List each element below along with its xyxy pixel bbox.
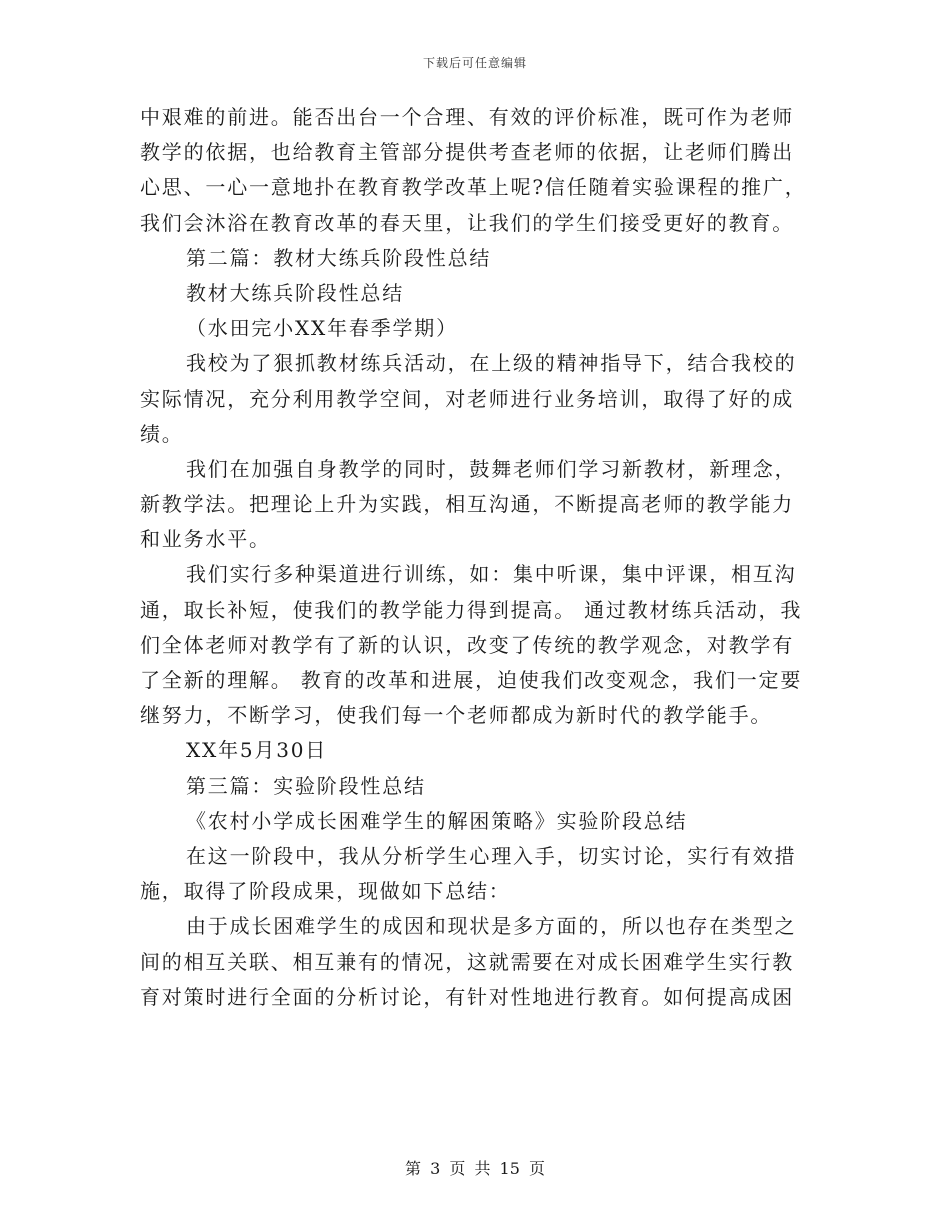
text-line: 施，取得了阶段成果，现做如下总结： — [140, 879, 511, 904]
text-line: 育对策时进行全面的分析讨论，有针对性地进行教育。如何提高成困 — [140, 984, 794, 1009]
text-line: 了全新的理解。 教育的改革和进展，迫使我们改变观念，我们一定要 — [140, 668, 803, 692]
text-line: 《农村小学成长困难学生的解困策略》实验阶段总结 — [186, 808, 688, 833]
text-line: 通，取长补短，使我们的教学能力得到提高。 通过教材练兵活动，我 — [140, 597, 803, 622]
text-line: 和业务水平。 — [140, 527, 271, 552]
page-header: 下载后可任意编辑 — [422, 56, 527, 70]
text-line: 们全体老师对教学有了新的认识，改变了传统的教学观念，对教学有 — [140, 632, 794, 657]
text-line: 我们会沐浴在教育改革的春天里，让我们的学生们接受更好的教育。 — [140, 210, 794, 235]
text-line: 在这一阶段中，我从分析学生心理入手，切实讨论，实行有效措 — [186, 843, 797, 868]
page-number-footer: 第 3 页 共 15 页 — [405, 1159, 545, 1178]
text-line: 中艰难的前进。能否出台一个合理、有效的评价标准，既可作为老师 — [140, 105, 794, 129]
text-line: 实际情况，充分利用教学空间，对老师进行业务培训，取得了好的成 — [140, 386, 794, 411]
text-line: 第三篇：实验阶段性总结 — [186, 773, 426, 798]
document-body — [140, 100, 810, 1015]
text-line: 由于成长困难学生的成因和现状是多方面的，所以也存在类型之 — [186, 914, 797, 939]
text-line: XX年5月30日 — [186, 738, 328, 763]
text-line: 我们在加强自身教学的同时，鼓舞老师们学习新教材，新理念， — [186, 456, 797, 481]
text-line: 我们实行多种渠道进行训练，如：集中听课，集中评课，相互沟 — [186, 562, 797, 587]
text-line: 间的相互关联、相互兼有的情况，这就需要在对成长困难学生实行教 — [140, 949, 794, 974]
text-line: 我校为了狠抓教材练兵活动，在上级的精神指导下，结合我校的 — [186, 351, 797, 376]
text-line: 教材大练兵阶段性总结 — [186, 280, 404, 305]
text-line: 新教学法。把理论上升为实践，相互沟通，不断提高老师的教学能力 — [140, 492, 794, 517]
text-line: 绩。 — [140, 421, 184, 446]
text-line: 教学的依据，也给教育主管部分提供考查老师的依据，让老师们腾出 — [140, 140, 794, 165]
text-line: 第二篇：教材大练兵阶段性总结 — [186, 245, 492, 270]
text-line: 心思、一心一意地扑在教育教学改革上呢?信任随着实验课程的推广， — [140, 175, 807, 200]
text-line: 继努力，不断学习，使我们每一个老师都成为新时代的教学能手。 — [140, 703, 773, 728]
text-line: （水田完小XX年春季学期） — [186, 316, 458, 341]
